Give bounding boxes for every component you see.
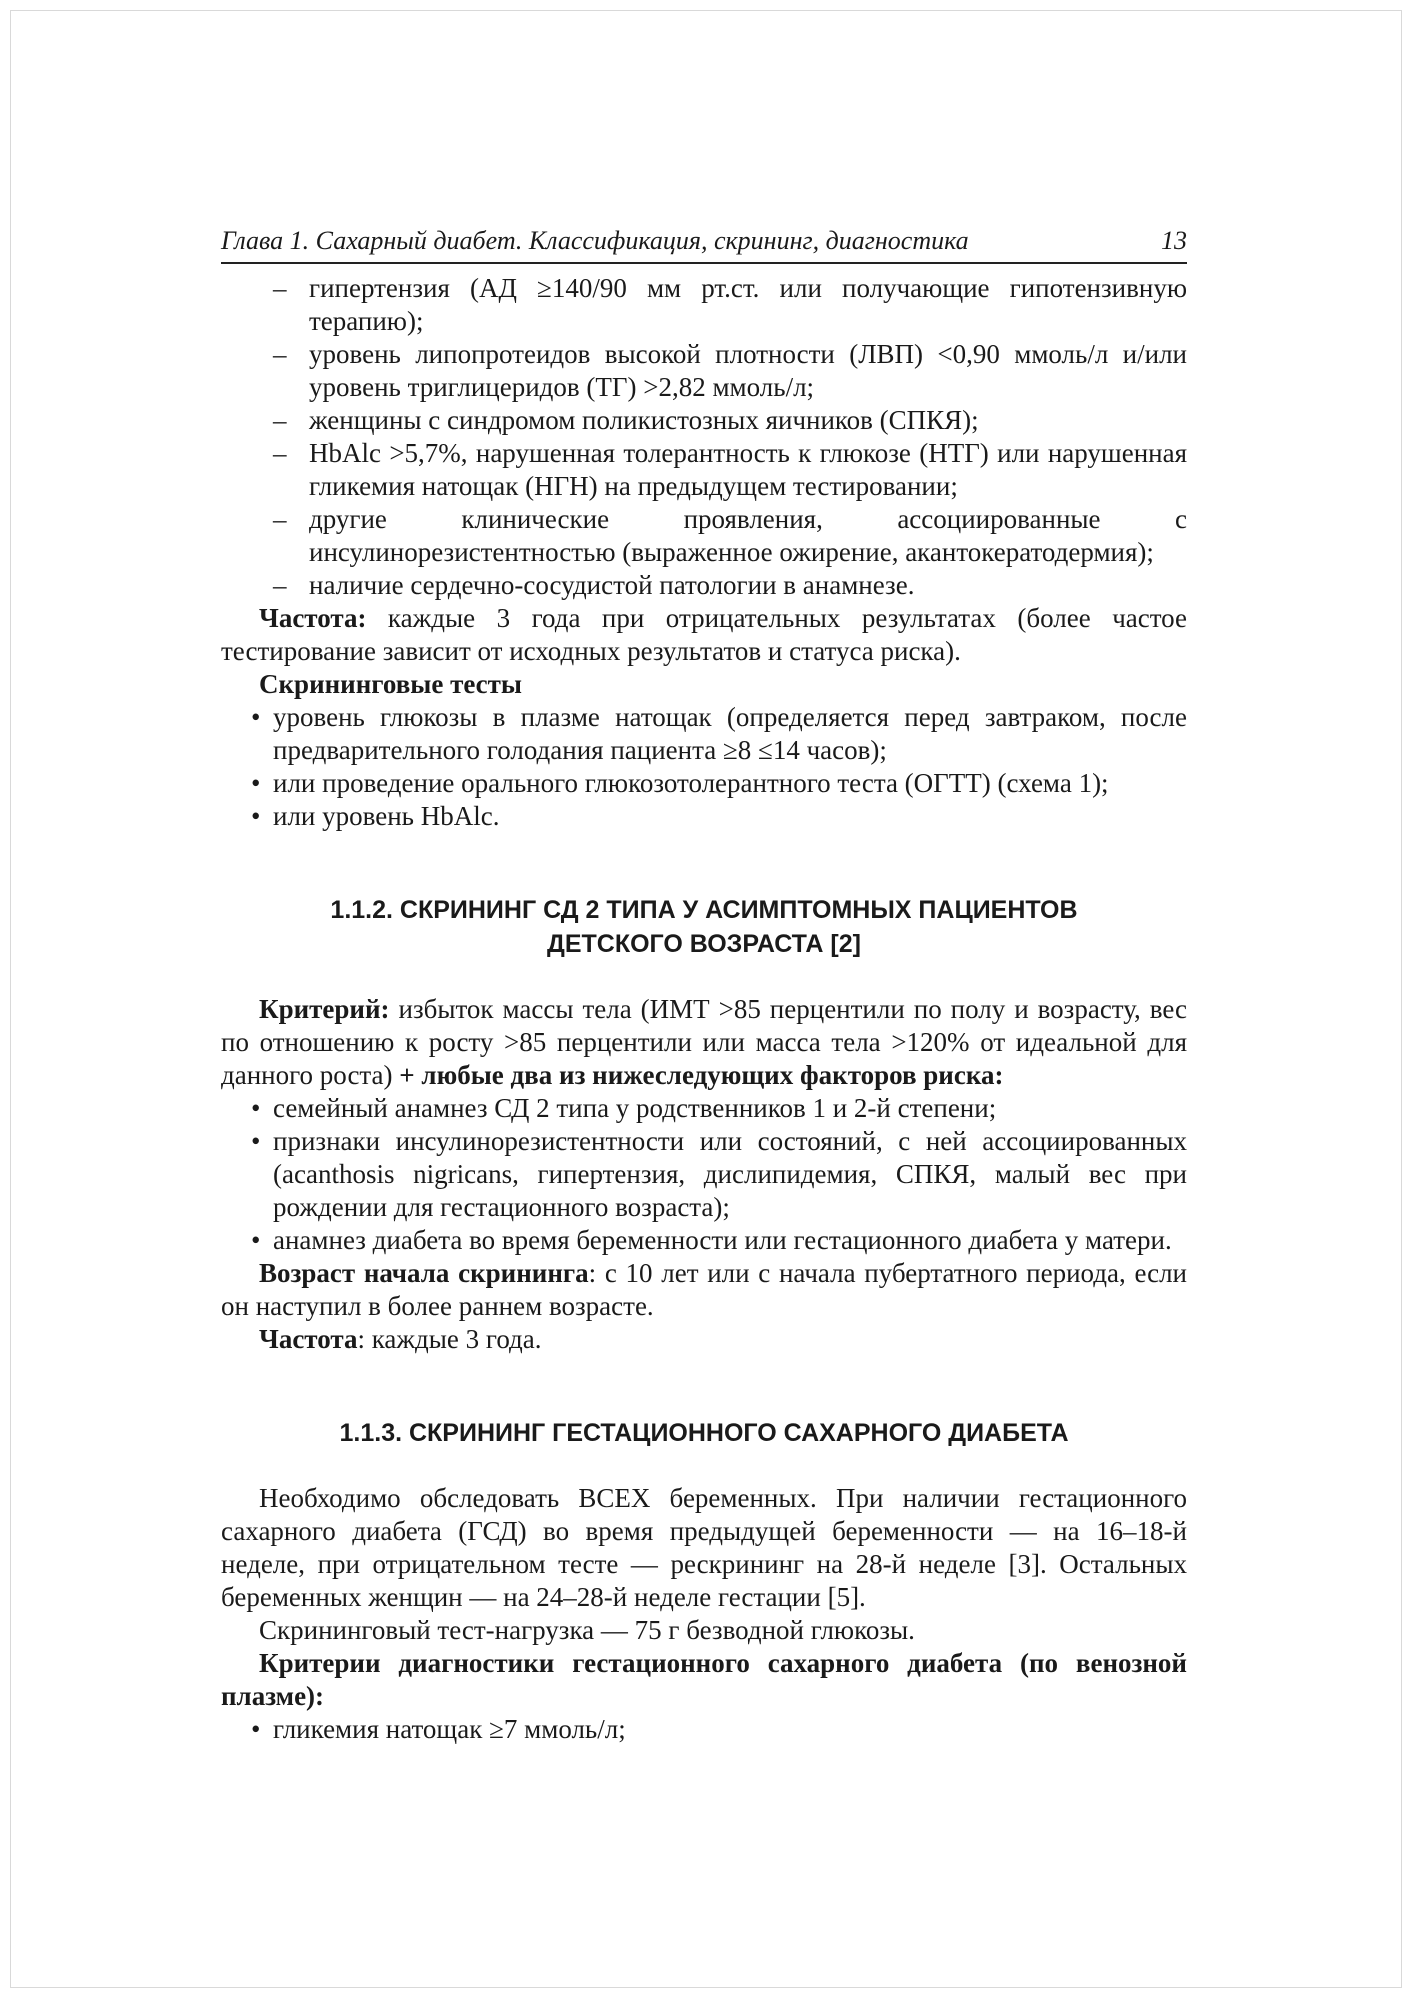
page bbox=[10, 10, 1402, 1988]
list-item: • или проведение орального глюкозотолерантного теста (ОГТТ) (схема 1); bbox=[221, 767, 1187, 800]
frequency2-paragraph bbox=[221, 1323, 1187, 1356]
criteria-heading: Критерии диагностики гестационного сахарного диабета (по венозной плазме): bbox=[221, 1648, 1187, 1711]
page-number: 13 bbox=[1161, 226, 1187, 255]
load-test-paragraph: Скрининговый тест-нагрузка — 75 г безводной глюкозы. bbox=[259, 1615, 915, 1645]
chapter-title: Глава 1. Сахарный диабет. Классификация, скрининг, диагностика bbox=[221, 226, 969, 255]
list-item: • признаки инсулинорезистентности или состояний, с ней ассоциированных (acanthosis nigricans, гипертензия, дислипидемия, СПКЯ, малый вес при рождении для гестационного возраста); bbox=[221, 1125, 1187, 1224]
age-label: Возраст начала скрининга bbox=[259, 1258, 589, 1288]
gestational-criteria-list bbox=[221, 1713, 1187, 1746]
frequency2-text: : каждые 3 года. bbox=[357, 1324, 542, 1354]
criterion-label: Критерий: bbox=[259, 994, 390, 1024]
frequency2-label: Частота bbox=[259, 1324, 358, 1354]
section-title-1-1-2: 1.1.2. СКРИНИНГ СД 2 ТИПА У АСИМПТОМНЫХ ПАЦИЕНТОВ ДЕТСКОГО ВОЗРАСТА [2] bbox=[330, 896, 1078, 958]
page-content bbox=[221, 224, 1187, 1746]
list-item: – гипертензия (АД ≥140/90 мм рт.ст. или получающие гипотензивную терапию); bbox=[221, 272, 1187, 338]
criterion-bold-tail: + любые два из нижеследующих факторов риска: bbox=[399, 1060, 1004, 1090]
gestational-paragraph: Необходимо обследовать ВСЕХ беременных. При наличии гестационного сахарного диабета (ГСД) во время предыдущей беременности — на 16–18-й неделе, при отрицательном тесте — рескрининг на 28-й неделе [3]. Остальных беременных женщин — на 24–28-й неделе гестации [5]. bbox=[221, 1483, 1187, 1612]
frequency-paragraph bbox=[221, 602, 1187, 668]
list-item: • уровень глюкозы в плазме натощак (определяется перед завтраком, после предварительного голодания пациента ≥8 ≤14 часов); bbox=[221, 701, 1187, 767]
list-item: • гликемия натощак ≥7 ммоль/л; bbox=[221, 1713, 1187, 1746]
list-item: – уровень липопротеидов высокой плотности (ЛВП) <0,90 ммоль/л и/или уровень триглицеридов (ТГ) >2,82 ммоль/л; bbox=[221, 338, 1187, 404]
criterion-paragraph bbox=[221, 993, 1187, 1092]
risk-factor-list bbox=[221, 272, 1187, 602]
screening-tests-list bbox=[221, 701, 1187, 833]
list-item: – женщины с синдромом поликистозных яичников (СПКЯ); bbox=[221, 404, 1187, 437]
section-title-1-1-3: 1.1.3. СКРИНИНГ ГЕСТАЦИОННОГО САХАРНОГО ДИАБЕТА bbox=[339, 1419, 1069, 1447]
age-paragraph bbox=[221, 1257, 1187, 1323]
frequency-text: каждые 3 года при отрицательных результатах (более частое тестирование зависит от исходных результатов и статуса риска). bbox=[221, 603, 1187, 666]
list-item: • семейный анамнез СД 2 типа у родственников 1 и 2-й степени; bbox=[221, 1092, 1187, 1125]
list-item: – наличие сердечно-сосудистой патологии в анамнезе. bbox=[221, 569, 1187, 602]
list-item: – другие клинические проявления, ассоциированные с инсулинорезистентностью (выраженное ожирение, акантокератодермия); bbox=[221, 503, 1187, 569]
age-text: : с 10 лет или с начала пубертатного периода, если он наступил в более раннем возрасте. bbox=[221, 1258, 1188, 1321]
criterion-text: избыток массы тела (ИМТ >85 перцентили по полу и возрасту, вес по отношению к росту >85 перцентили или масса тела >120% от идеальной для данного роста) bbox=[221, 994, 1187, 1090]
frequency-label: Частота: bbox=[259, 603, 367, 633]
list-item: – HbAlc >5,7%, нарушенная толерантность к глюкозе (НТГ) или нарушенная гликемия натощак (НГН) на предыдущем тестировании; bbox=[221, 437, 1187, 503]
list-item: • или уровень HbAlc. bbox=[221, 800, 1187, 833]
screening-tests-heading: Скрининговые тесты bbox=[259, 669, 523, 699]
list-item: • анамнез диабета во время беременности или гестационного диабета у матери. bbox=[221, 1224, 1187, 1257]
child-risk-list bbox=[221, 1092, 1187, 1257]
running-header bbox=[221, 224, 1187, 264]
